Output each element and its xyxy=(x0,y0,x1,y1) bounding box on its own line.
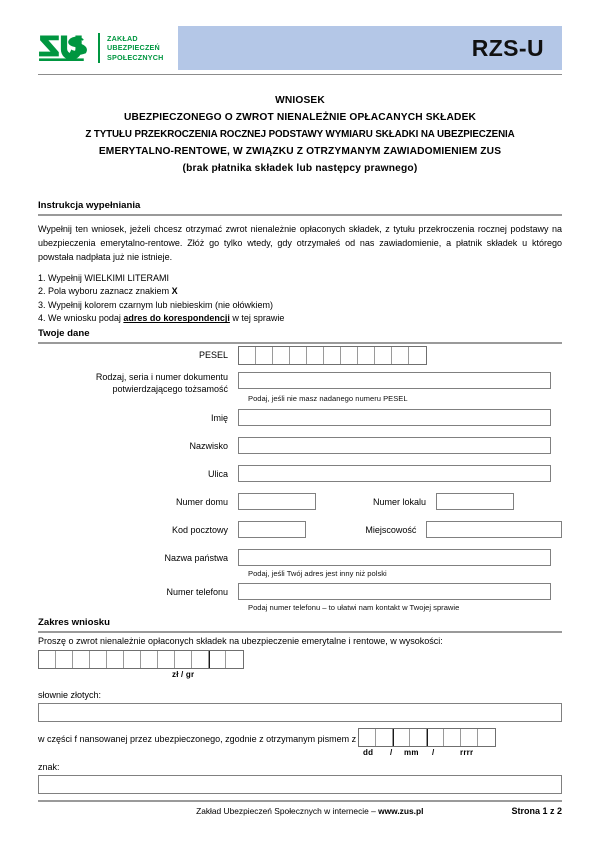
amount-caption: zł / gr xyxy=(172,670,195,679)
amount-zloty-cell[interactable] xyxy=(158,651,175,668)
country-hint: Podaj, jeśli Twój adres jest inny niż polski xyxy=(248,569,387,578)
personal-heading: Twoje dane xyxy=(38,328,90,339)
amount-grosz-cell[interactable] xyxy=(226,651,243,668)
instruction-paragraph: Wypełnij ten wniosek, jeżeli chcesz otrzymać zwrot nienależnie opłaconych składek, z tytułu przekroczenia rocznej podstawy na ubezpieczenia emerytalno-rentowe. Złóż go tylko wtedy, gdy otrzymałeś od nas zawiadomienie, a płatnik składek u którego powstała nadpłata już nie istnieje. xyxy=(38,224,562,263)
scope-heading-rule xyxy=(38,631,562,633)
pesel-cell[interactable] xyxy=(324,347,341,364)
sign-input[interactable] xyxy=(38,775,562,794)
identity-document-label-line-2: potwierdzającego tożsamość xyxy=(112,383,228,394)
street-input[interactable] xyxy=(238,465,551,482)
country-label: Nazwa państwa xyxy=(164,553,228,563)
page-header xyxy=(38,26,562,70)
amount-zloty-cell[interactable] xyxy=(175,651,192,668)
identity-document-label xyxy=(38,372,238,395)
instruction-item-4-link[interactable]: adres do korespondencji xyxy=(123,313,230,324)
date-caption-day: dd xyxy=(363,748,374,757)
pesel-cell[interactable] xyxy=(307,347,324,364)
instruction-heading-rule xyxy=(38,214,562,216)
sign-label: znak: xyxy=(38,762,60,772)
date-month-cell[interactable] xyxy=(410,729,427,746)
phone-hint: Podaj numer telefonu – to ułatwi nam kontakt w Twojej sprawie xyxy=(248,603,460,612)
form-code: RZS-U xyxy=(471,34,544,61)
last-name-input[interactable] xyxy=(238,437,551,454)
date-year-cell[interactable] xyxy=(444,729,461,746)
header-rule xyxy=(38,74,562,75)
pesel-cell[interactable] xyxy=(290,347,307,364)
title-line-2: UBEZPIECZONEGO O ZWROT NIENALEŻNIE OPŁACANYCH SKŁADEK xyxy=(123,112,477,123)
title-line-3: Z TYTUŁU PRZEKROCZENIA ROCZNEJ PODSTAWY WYMIARU SKŁADKI NA UBEZPIECZENIA xyxy=(85,129,515,140)
amount-zloty-cell[interactable] xyxy=(124,651,141,668)
instruction-item-3: 3. Wypełnij kolorem czarnym lub niebieskim (nie ołówkiem) xyxy=(38,299,273,310)
house-number-input[interactable] xyxy=(238,493,316,510)
instruction-item-4-text: 4. We wniosku podaj xyxy=(38,313,124,324)
personal-section-header xyxy=(38,328,562,344)
pesel-label: PESEL xyxy=(198,350,228,360)
zus-logo-icon xyxy=(38,33,90,63)
date-caption-year: rrrr xyxy=(460,748,474,757)
amount-zloty-cell[interactable] xyxy=(107,651,124,668)
date-year-cell[interactable] xyxy=(427,729,444,746)
pesel-cell[interactable] xyxy=(273,347,290,364)
instruction-heading: Instrukcja wypełniania xyxy=(38,200,141,211)
house-and-flat-row xyxy=(38,493,562,510)
instruction-list xyxy=(38,272,562,326)
date-year-cell[interactable] xyxy=(461,729,478,746)
date-month-cell[interactable] xyxy=(393,729,410,746)
pesel-cell[interactable] xyxy=(358,347,375,364)
logo-word-line-3: SPOŁECZNYCH xyxy=(107,52,164,62)
amount-zloty-cell[interactable] xyxy=(39,651,56,668)
amount-in-words-label: słownie złotych: xyxy=(38,690,102,700)
footer-url[interactable]: www.zus.pl xyxy=(378,806,424,816)
scope-heading: Zakres wniosku xyxy=(38,617,110,628)
date-day-cell[interactable] xyxy=(376,729,393,746)
identity-document-input[interactable] xyxy=(238,372,551,389)
pesel-input[interactable] xyxy=(238,346,427,365)
page-footer xyxy=(38,806,562,816)
logo-divider xyxy=(98,33,100,63)
first-name-row xyxy=(38,409,562,426)
date-caption-separator-1: / xyxy=(390,748,393,757)
amount-grosz-cell[interactable] xyxy=(209,651,226,668)
footer-rule xyxy=(38,800,562,802)
phone-label: Numer telefonu xyxy=(166,587,228,597)
logo-word-line-1: ZAKŁAD xyxy=(107,33,138,43)
identity-document-row xyxy=(38,372,562,395)
letter-date-boxgrid[interactable] xyxy=(358,728,496,747)
form-title xyxy=(38,92,562,177)
postal-code-input[interactable] xyxy=(238,521,306,538)
amount-zloty-cell[interactable] xyxy=(192,651,209,668)
logo-word-line-2: UBEZPIECZEŃ xyxy=(107,43,160,53)
instruction-body xyxy=(38,222,562,326)
instruction-item-4-tail: w tej sprawie xyxy=(229,313,285,324)
street-label: Ulica xyxy=(207,469,228,479)
instruction-item-4 xyxy=(38,312,562,326)
postal-and-city-row xyxy=(38,521,562,538)
scope-section-header xyxy=(38,617,562,633)
page-indicator: Strona 1 z 2 xyxy=(511,806,562,816)
footer-text-prefix: Zakład Ubezpieczeń Społecznych w internecie – xyxy=(196,806,379,816)
instruction-item-2-text: 2. Pola wyboru zaznacz znakiem xyxy=(38,286,172,297)
amount-zloty-cell[interactable] xyxy=(56,651,73,668)
scope-request-text: Proszę o zwrot nienależnie opłaconych składek na ubezpieczenie emerytalne i rentowe, w wysokości: xyxy=(38,636,443,646)
city-label: Miejscowość xyxy=(365,525,417,535)
pesel-cell[interactable] xyxy=(375,347,392,364)
last-name-row xyxy=(38,437,562,454)
amount-boxgrid[interactable] xyxy=(38,650,244,669)
pesel-cell[interactable] xyxy=(392,347,409,364)
first-name-input[interactable] xyxy=(238,409,551,426)
date-day-cell[interactable] xyxy=(359,729,376,746)
personal-heading-rule xyxy=(38,342,562,344)
title-line-4: EMERYTALNO-RENTOWE, W ZWIĄZKU Z OTRZYMANYM ZAWIADOMIENIEM ZUS xyxy=(98,146,502,157)
date-caption-month: mm xyxy=(404,748,419,757)
date-caption-separator-2: / xyxy=(432,748,435,757)
pesel-cell[interactable] xyxy=(409,347,426,364)
amount-zloty-cell[interactable] xyxy=(90,651,107,668)
phone-row xyxy=(38,583,562,600)
letter-date-text: w części f nansowanej przez ubezpieczonego, zgodnie z otrzymanym pismem z xyxy=(38,734,357,744)
amount-zloty-cell[interactable] xyxy=(73,651,90,668)
instruction-item-2-mark: X xyxy=(171,286,178,297)
flat-number-input[interactable] xyxy=(436,493,514,510)
pesel-row xyxy=(38,346,562,365)
city-input[interactable] xyxy=(426,521,562,538)
postal-code-label: Kod pocztowy xyxy=(171,525,228,535)
house-number-label: Numer domu xyxy=(175,497,228,507)
pesel-cell[interactable] xyxy=(341,347,358,364)
identity-document-label-line-1: Rodzaj, seria i numer dokumentu xyxy=(95,372,228,382)
letter-date-input[interactable] xyxy=(358,728,496,747)
instruction-item-2 xyxy=(38,285,562,299)
identity-document-hint: Podaj, jeśli nie masz nadanego numeru PESEL xyxy=(248,394,408,403)
country-row xyxy=(38,549,562,566)
last-name-label: Nazwisko xyxy=(189,441,228,451)
title-line-1: WNIOSEK xyxy=(275,95,325,106)
logo-wordmark xyxy=(107,34,164,62)
amount-zloty-cell[interactable] xyxy=(141,651,158,668)
instruction-item-1: 1. Wypełnij WIELKIMI LITERAMI xyxy=(38,272,169,283)
flat-number-label: Numer lokalu xyxy=(372,497,426,507)
form-code-banner xyxy=(178,26,562,70)
pesel-cell[interactable] xyxy=(239,347,256,364)
street-row xyxy=(38,465,562,482)
amount-in-words-input[interactable] xyxy=(38,703,562,722)
amount-input[interactable] xyxy=(38,650,244,669)
title-line-5: (brak płatnika składek lub następcy prawnego) xyxy=(182,163,418,174)
zus-logo xyxy=(38,26,178,70)
country-input[interactable] xyxy=(238,549,551,566)
footer-text xyxy=(38,806,511,816)
first-name-label: Imię xyxy=(210,413,228,423)
pesel-cell[interactable] xyxy=(256,347,273,364)
instruction-section-header xyxy=(38,200,562,216)
date-year-cell[interactable] xyxy=(478,729,495,746)
phone-input[interactable] xyxy=(238,583,551,600)
